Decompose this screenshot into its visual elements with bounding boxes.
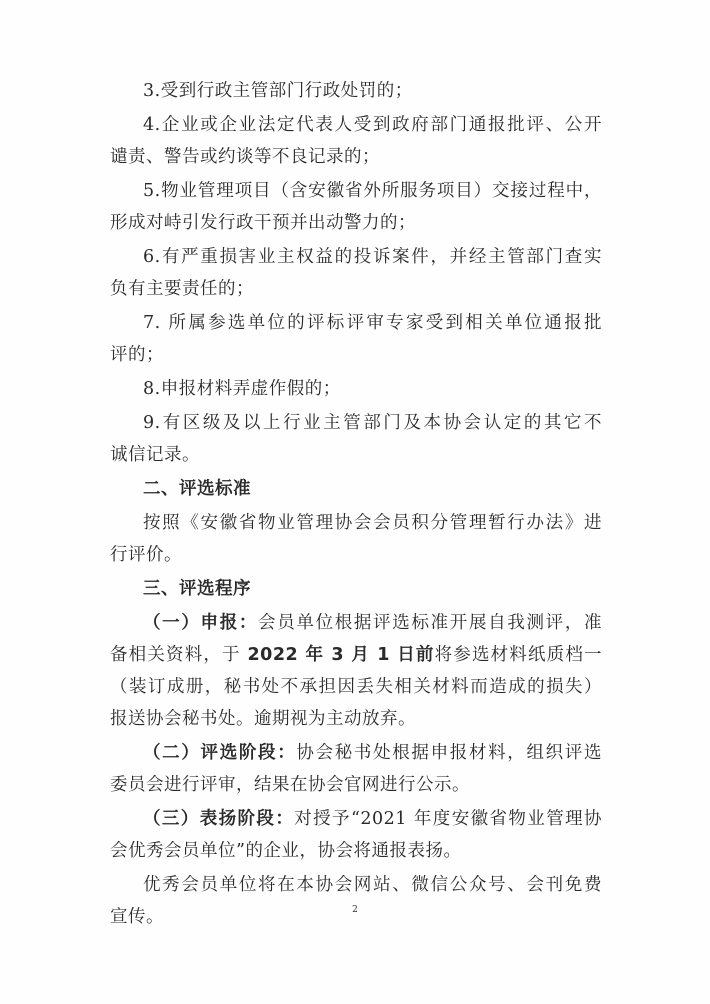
step-apply-line-2: [110, 639, 602, 671]
step-commend-line-1: [110, 803, 602, 835]
step-apply-text-post: 将参选材料纸质档一: [434, 645, 602, 665]
list-item-5-line-2: 形成对峙引发行政干预并出动警力的；: [110, 213, 416, 233]
list-item-8: 8.申报材料弄虚作假的；: [143, 379, 341, 399]
list-item-7-line-2: 评的；: [110, 345, 164, 365]
section-heading-procedure: 三、评选程序: [143, 579, 251, 599]
step-review-text: 协会秘书处根据申报材料，组织评选: [296, 743, 602, 763]
step-commend-label: （三）表扬阶段：: [143, 809, 295, 829]
step-review-line-2: 委员会进行评审，结果在协会官网进行公示。: [110, 775, 470, 795]
step-commend-line-2: 会优秀会员单位”的企业，协会将通报表扬。: [110, 841, 462, 861]
step-apply-line-1: [110, 607, 602, 639]
step-review-line-1: [110, 737, 602, 769]
step-apply-line-4: 报送协会秘书处。逾期视为主动放弃。: [110, 709, 416, 729]
list-item-3: 3.受到行政主管部门行政处罚的；: [143, 81, 413, 101]
step-review-label: （二）评选阶段：: [143, 743, 297, 763]
step-apply-line-3: （装订成册，秘书处不承担因丢失相关材料而造成的损失）: [110, 677, 602, 697]
step-commend-text: 对授予“2021 年度安徽省物业管理协: [294, 809, 602, 829]
page-number: 2: [352, 905, 358, 915]
list-item-6-line-2: 负有主要责任的；: [110, 279, 254, 299]
step-apply-text: 会员单位根据评选标准开展自我测评，准: [258, 613, 602, 633]
list-item-4-line-2: 谴责、警告或约谈等不良记录的；: [110, 147, 380, 167]
list-item-7-line-1: 7. 所属参选单位的评标评审专家受到相关单位通报批: [143, 313, 602, 333]
list-item-5-line-1: 5.物业管理项目（含安徽省外所服务项目）交接过程中，: [143, 181, 602, 201]
section-heading-criteria: 二、评选标准: [143, 479, 251, 499]
step-apply-label: （一）申报：: [143, 613, 259, 633]
closing-text-line-1: 优秀会员单位将在本协会网站、微信公众号、会刊免费: [143, 875, 602, 895]
step-apply-text-pre: 备相关资料，于: [110, 645, 248, 665]
list-item-9-line-2: 诚信记录。: [110, 445, 200, 465]
list-item-4-line-1: 4.企业或企业法定代表人受到政府部门通报批评、公开: [143, 115, 602, 135]
list-item-6-line-1: 6.有严重损害业主权益的投诉案件，并经主管部门查实: [143, 247, 602, 267]
criteria-text-line-2: 行评价。: [110, 545, 182, 565]
closing-text-line-2: 宣传。: [110, 907, 164, 927]
criteria-text-line-1: 按照《安徽省物业管理协会会员积分管理暂行办法》进: [143, 513, 602, 533]
list-item-9-line-1: 9.有区级及以上行业主管部门及本协会认定的其它不: [143, 413, 602, 433]
deadline-date: 2022 年 3 月 1 日前: [247, 645, 435, 665]
document-body: [110, 75, 602, 933]
